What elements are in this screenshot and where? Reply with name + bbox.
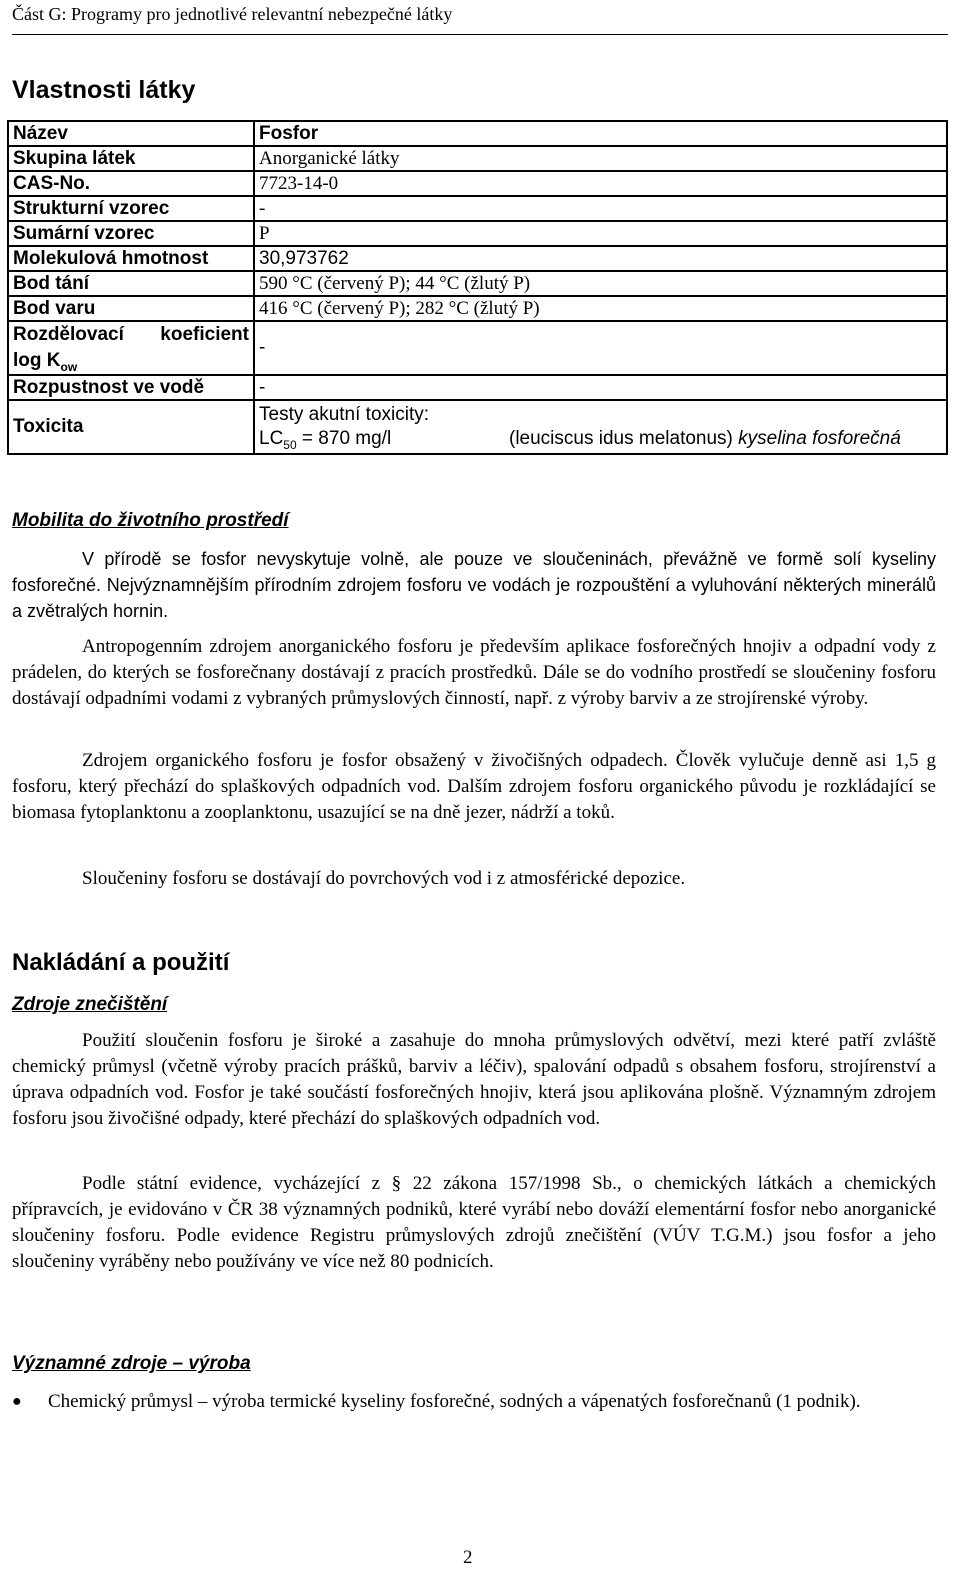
- partition-label-word2: koeficient: [160, 324, 249, 345]
- partition-label-logk: log K: [13, 350, 61, 371]
- melting-point-value: 590 °C (červený P); 44 °C (žlutý P): [254, 271, 947, 296]
- structure-value: -: [254, 196, 947, 221]
- solubility-label: Rozpustnost ve vodě: [8, 375, 254, 400]
- properties-table: [7, 120, 948, 455]
- mobility-p3-text: Zdrojem organického fosforu je fosfor obsažený v živočišných odpadech. Člověk vylučuje denně asi 1,5 g fosforu, který přechází do splaškových odpadních vod. Dalším zdrojem fosforu organického původu je rozkládající se biomasa fytoplanktonu a zooplanktonu, usazující se na dně jezer, nádrží a toků.: [12, 750, 936, 823]
- handling-p2-text: Podle státní evidence, vycházející z § 22 zákona 157/1998 Sb., o chemických látkách a chemických přípravcích, je evidováno v ČR 38 významných podniků, které vyrábí nebo dováží elementární fosfor nebo anorganické sloučeniny fosforu. Podle evidence Registru průmyslových zdrojů znečištění (VÚV T.G.M.) jsou fosfor a jeho sloučeniny vyráběny nebo používány ve více než 80 podnicích.: [12, 1173, 936, 1272]
- toxicity-substance: kyselina fosforečná: [738, 428, 901, 449]
- molar-mass-value: 30,973762: [254, 246, 947, 271]
- partition-coefficient-value: -: [254, 321, 947, 375]
- melting-point-label: Bod tání: [8, 271, 254, 296]
- mobility-paragraph-2: [12, 634, 936, 712]
- solubility-value: -: [254, 375, 947, 400]
- page-number: 2: [463, 1547, 473, 1568]
- formula-label: Sumární vzorec: [8, 221, 254, 246]
- name-label: Název: [8, 121, 254, 146]
- handling-p1-text: Použití sloučenin fosforu je široké a zasahuje do mnoha průmyslových odvětví, mezi které patří zvláště chemický průmysl (včetně výroby pracích prášků, barviv a léčiv), spalování odpadů s obsahem fosforu, strojírenství a úprava odpadních vod. Fosfor je také součástí fosforečných hnojiv, která jsou aplikována plošně. Významným zdrojem fosforu jsou živočišné odpady, které přechází do splaškových odpadních vod.: [12, 1030, 936, 1129]
- table-row: [8, 400, 947, 454]
- group-value: Anorganické látky: [254, 146, 947, 171]
- toxicity-tests-line: Testy akutní toxicity:: [259, 404, 430, 425]
- table-row: [8, 171, 947, 196]
- table-row: [8, 271, 947, 296]
- partition-label-sub: ow: [60, 359, 78, 374]
- partition-coefficient-label: [8, 321, 254, 375]
- lc-sub: 50: [283, 437, 297, 452]
- toxicity-label: Toxicita: [8, 400, 254, 454]
- mobility-heading: Mobilita do životního prostředí: [12, 510, 289, 531]
- mobility-paragraph-1: [12, 546, 936, 624]
- table-row: [8, 375, 947, 400]
- mobility-paragraph-3: [12, 748, 936, 826]
- section-title: Vlastnosti látky: [12, 76, 196, 104]
- molar-mass-label: Molekulová hmotnost: [8, 246, 254, 271]
- table-row: [8, 296, 947, 321]
- mobility-p2-text: Antropogenním zdrojem anorganického fosforu je především aplikace fosforečných hnojiv a odpadní vody z prádelen, do kterých se fosforečnany dostávají z pracích prostředků. Dále se do vodního prostředí se sloučeniny fosforu dostávají odpadními vodami z vybraných průmyslových činností, např. z výroby barviv a ze strojírenské výroby.: [12, 636, 936, 709]
- mobility-p1-text: V přírodě se fosfor nevyskytuje volně, ale pouze ve sloučeninách, převážně ve formě solí kyseliny fosforečné. Nejvýznamnějším přírodním zdrojem fosforu ve vodách je rozpouštění a vyluhování některých minerálů a zvětralých hornin.: [12, 549, 936, 621]
- bullet-icon: ●: [12, 1393, 22, 1410]
- group-label: Skupina látek: [8, 146, 254, 171]
- toxicity-lc50: [259, 427, 509, 451]
- boiling-point-label: Bod varu: [8, 296, 254, 321]
- name-value: Fosfor: [254, 121, 947, 146]
- mobility-paragraph-4: [12, 866, 936, 892]
- toxicity-species: [509, 427, 901, 451]
- lc-symbol: LC: [259, 428, 284, 449]
- cas-label: CAS-No.: [8, 171, 254, 196]
- table-row: [8, 196, 947, 221]
- list-item: [12, 1389, 936, 1415]
- partition-label-word1: Rozdělovací: [13, 324, 124, 345]
- handling-heading: Nakládání a použití: [12, 949, 230, 976]
- handling-paragraph-1: [12, 1028, 936, 1132]
- structure-label: Strukturní vzorec: [8, 196, 254, 221]
- bullet-text: Chemický průmysl – výroba termické kyseliny fosforečné, sodných a vápenatých fosforečnanů (1 podnik).: [48, 1391, 861, 1412]
- pollution-sources-heading: Zdroje znečištění: [12, 994, 168, 1015]
- boiling-point-value: 416 °C (červený P); 282 °C (žlutý P): [254, 296, 947, 321]
- table-row: [8, 221, 947, 246]
- species-name: (leuciscus idus melatonus): [509, 428, 739, 449]
- table-row: [8, 246, 947, 271]
- formula-value: P: [254, 221, 947, 246]
- table-row: [8, 121, 947, 146]
- table-row: [8, 321, 947, 375]
- page-header: Část G: Programy pro jednotlivé relevantní nebezpečné látky: [12, 0, 948, 35]
- cas-value: 7723-14-0: [254, 171, 947, 196]
- table-row: [8, 146, 947, 171]
- handling-paragraph-2: [12, 1171, 936, 1275]
- mobility-p4-text: Sloučeniny fosforu se dostávají do povrchových vod i z atmosférické depozice.: [82, 868, 686, 889]
- major-sources-heading: Významné zdroje – výroba: [12, 1353, 251, 1374]
- lc-value: = 870 mg/l: [296, 428, 392, 449]
- toxicity-value: [254, 400, 947, 454]
